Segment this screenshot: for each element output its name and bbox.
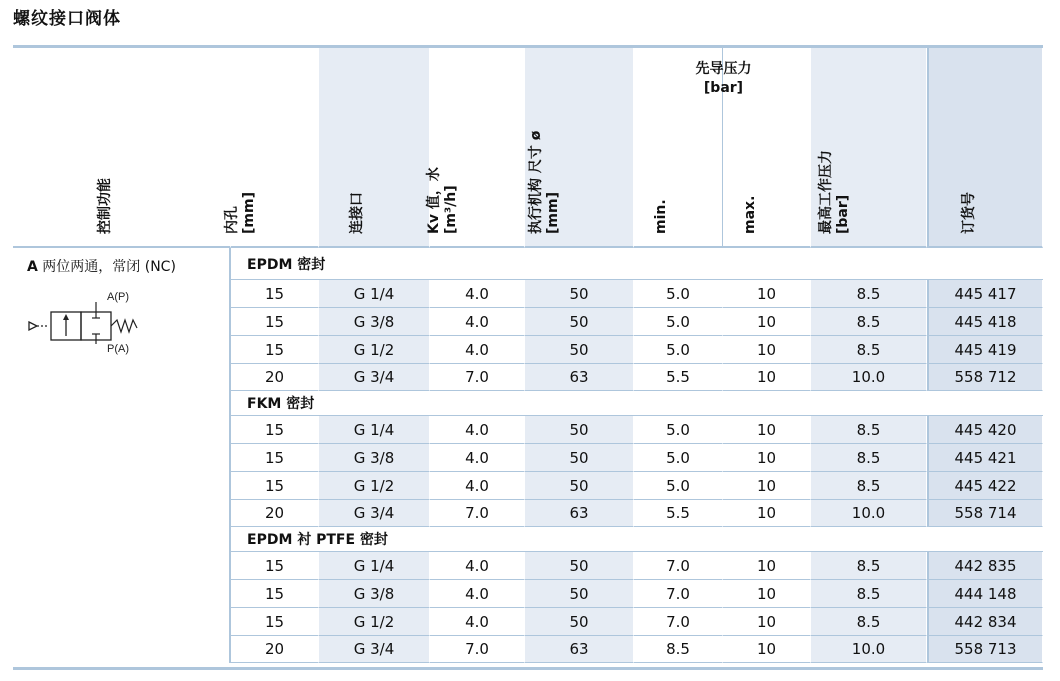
header-kv-unit: [m³/h]	[443, 185, 459, 234]
table-cell-bore: 20	[231, 636, 319, 663]
valve-symbol-icon	[25, 288, 155, 363]
table-cell-max: 10	[723, 552, 811, 580]
table-cell-kv: 4.0	[430, 336, 525, 364]
table-cell-work: 8.5	[811, 608, 927, 636]
table-cell-min: 5.5	[634, 500, 723, 527]
table-cell-order: 442 834	[927, 608, 1043, 636]
table-cell-min: 5.0	[634, 280, 723, 308]
table-cell-conn: G 1/2	[319, 608, 430, 636]
header-connection	[319, 48, 430, 248]
table-cell-kv: 4.0	[430, 444, 525, 472]
table-cell-kv: 7.0	[430, 500, 525, 527]
table-cell-bore: 15	[231, 472, 319, 500]
table-cell-work: 8.5	[811, 336, 927, 364]
table-cell-act: 50	[525, 552, 634, 580]
table-cell-work: 8.5	[811, 308, 927, 336]
header-bore-unit: [mm]	[240, 192, 257, 234]
table-cell-act: 50	[525, 444, 634, 472]
table-cell-act: 63	[525, 364, 634, 391]
table-cell-min: 5.0	[634, 472, 723, 500]
table-cell-conn: G 1/2	[319, 472, 430, 500]
table-cell-act: 50	[525, 580, 634, 608]
table-cell-work: 8.5	[811, 280, 927, 308]
table-cell-kv: 4.0	[430, 608, 525, 636]
table-cell-conn: G 3/8	[319, 580, 430, 608]
table-cell-min: 5.5	[634, 364, 723, 391]
table-cell-kv: 4.0	[430, 580, 525, 608]
table-cell-min: 5.0	[634, 444, 723, 472]
table-cell-act: 50	[525, 308, 634, 336]
table-cell-conn: G 3/8	[319, 444, 430, 472]
header-bore-label: 内孔	[223, 206, 240, 234]
function-letter: A	[27, 259, 38, 275]
table-cell-max: 10	[723, 608, 811, 636]
table-cell-conn: G 3/4	[319, 364, 430, 391]
table-cell-order: 445 417	[927, 280, 1043, 308]
table-cell-conn: G 3/4	[319, 636, 430, 663]
table-cell-min: 7.0	[634, 608, 723, 636]
table-cell-kv: 4.0	[430, 472, 525, 500]
table-cell-work: 8.5	[811, 552, 927, 580]
header-kv-label: Kv 值，水	[426, 167, 442, 234]
header-max-label: max.	[741, 195, 758, 234]
table-cell-kv: 7.0	[430, 364, 525, 391]
table-cell-conn: G 1/4	[319, 416, 430, 444]
table-cell-bore: 15	[231, 444, 319, 472]
table-bottom-rule	[13, 667, 1043, 670]
valve-table	[13, 48, 1043, 667]
table-cell-bore: 20	[231, 500, 319, 527]
table-cell-bore: 15	[231, 308, 319, 336]
table-cell-max: 10	[723, 500, 811, 527]
table-cell-kv: 4.0	[430, 552, 525, 580]
header-min-label: min.	[653, 199, 669, 234]
table-cell-work: 8.5	[811, 416, 927, 444]
table-cell-act: 50	[525, 608, 634, 636]
table-cell-act: 63	[525, 500, 634, 527]
table-cell-kv: 4.0	[430, 416, 525, 444]
table-cell-order: 445 419	[927, 336, 1043, 364]
table-cell-max: 10	[723, 636, 811, 663]
table-cell-max: 10	[723, 416, 811, 444]
table-cell-order: 442 835	[927, 552, 1043, 580]
table-cell-act: 50	[525, 280, 634, 308]
table-cell-min: 7.0	[634, 580, 723, 608]
table-cell-bore: 15	[231, 280, 319, 308]
table-cell-work: 8.5	[811, 472, 927, 500]
table-cell-conn: G 3/8	[319, 308, 430, 336]
table-cell-work: 10.0	[811, 364, 927, 391]
control-function-cell	[13, 248, 231, 663]
header-control-function-label: 控制功能	[96, 178, 113, 234]
header-max-working-label: 最高工作压力	[817, 150, 834, 234]
table-cell-max: 10	[723, 364, 811, 391]
header-control-function	[13, 48, 231, 248]
table-cell-max: 10	[723, 472, 811, 500]
symbol-top-label: A(P)	[107, 291, 129, 303]
table-cell-bore: 15	[231, 416, 319, 444]
header-order-number	[927, 48, 1043, 248]
table-cell-work: 8.5	[811, 444, 927, 472]
table-cell-order: 445 421	[927, 444, 1043, 472]
header-pilot-label: 先导压力	[695, 61, 752, 77]
table-cell-min: 5.0	[634, 308, 723, 336]
header-order-label: 订货号	[960, 192, 977, 234]
seal-group-heading: FKM 密封	[231, 391, 1043, 416]
table-cell-act: 50	[525, 336, 634, 364]
header-max-working-unit: [bar]	[834, 194, 851, 234]
header-bore	[223, 48, 319, 248]
table-cell-bore: 20	[231, 364, 319, 391]
table-cell-bore: 15	[231, 552, 319, 580]
table-cell-bore: 15	[231, 580, 319, 608]
header-pilot-pressure	[635, 48, 812, 110]
table-cell-min: 7.0	[634, 552, 723, 580]
table-cell-min: 5.0	[634, 416, 723, 444]
symbol-bottom-label: P(A)	[107, 343, 129, 355]
table-cell-conn: G 3/4	[319, 500, 430, 527]
table-cell-order: 445 418	[927, 308, 1043, 336]
table-cell-max: 10	[723, 444, 811, 472]
table-cell-order: 558 714	[927, 500, 1043, 527]
table-cell-kv: 7.0	[430, 636, 525, 663]
table-cell-conn: G 1/4	[319, 552, 430, 580]
table-cell-act: 50	[525, 472, 634, 500]
table-cell-max: 10	[723, 308, 811, 336]
table-cell-min: 5.0	[634, 336, 723, 364]
table-cell-work: 10.0	[811, 636, 927, 663]
table-cell-conn: G 1/2	[319, 336, 430, 364]
page-title: 螺纹接口阀体	[13, 9, 121, 29]
table-cell-order: 445 420	[927, 416, 1043, 444]
table-cell-min: 8.5	[634, 636, 723, 663]
table-cell-kv: 4.0	[430, 280, 525, 308]
header-kv	[426, 48, 525, 248]
table-cell-max: 10	[723, 280, 811, 308]
header-connection-label: 连接口	[349, 192, 365, 234]
table-cell-bore: 15	[231, 608, 319, 636]
header-actuator-unit: [mm]	[545, 192, 561, 234]
seal-group-heading: EPDM 密封	[231, 248, 1043, 280]
function-text: 两位两通，常闭 (NC)	[42, 259, 176, 275]
header-pilot-unit: [bar]	[703, 80, 744, 96]
table-cell-max: 10	[723, 336, 811, 364]
table-cell-bore: 15	[231, 336, 319, 364]
table-cell-act: 50	[525, 416, 634, 444]
seal-group-heading: EPDM 衬 PTFE 密封	[231, 527, 1043, 552]
control-function-label	[27, 256, 176, 276]
table-cell-kv: 4.0	[430, 308, 525, 336]
table-cell-work: 10.0	[811, 500, 927, 527]
table-cell-order: 558 712	[927, 364, 1043, 391]
table-cell-work: 8.5	[811, 580, 927, 608]
table-cell-order: 445 422	[927, 472, 1043, 500]
table-cell-act: 63	[525, 636, 634, 663]
header-actuator	[525, 48, 634, 248]
header-max-working-pressure	[811, 48, 927, 248]
table-cell-max: 10	[723, 580, 811, 608]
header-actuator-label: 执行机构 尺寸 ø	[528, 130, 544, 234]
table-cell-order: 444 148	[927, 580, 1043, 608]
table-cell-conn: G 1/4	[319, 280, 430, 308]
table-cell-order: 558 713	[927, 636, 1043, 663]
